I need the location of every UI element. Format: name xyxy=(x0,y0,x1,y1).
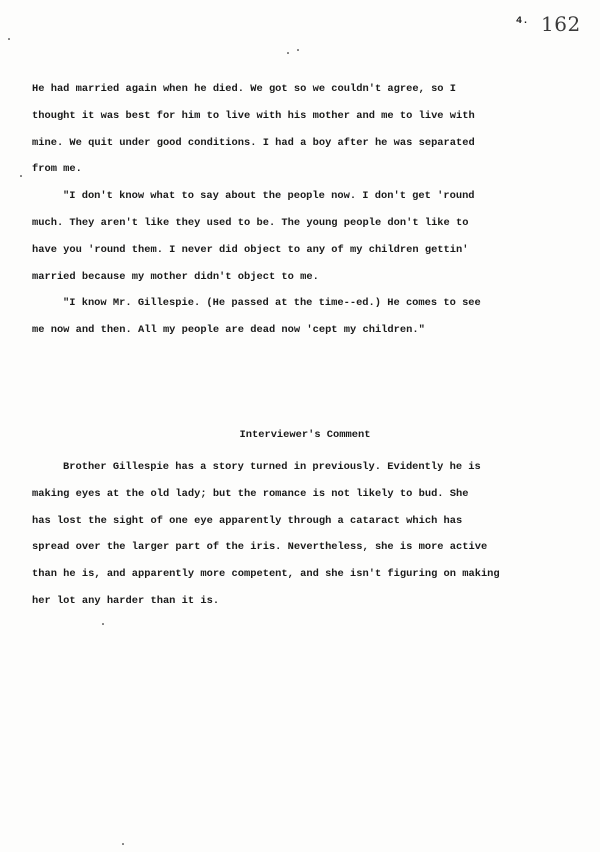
comment-line: has lost the sight of one eye apparently through a cataract which has xyxy=(32,514,463,527)
comment-line: Brother Gillespie has a story turned in previously. Evidently he is xyxy=(63,461,481,473)
comment-line: spread over the larger part of the iris. Nevertheless, she is more active xyxy=(32,541,488,554)
paper-speck xyxy=(20,175,22,177)
narrative-text xyxy=(32,76,552,344)
comment-line: her lot any harder than it is. xyxy=(32,594,220,607)
text-line: mine. We quit under good conditions. I had a boy after he was separated xyxy=(32,136,475,149)
paper-speck xyxy=(287,52,289,54)
paper-speck xyxy=(102,623,104,625)
comment-line: making eyes at the old lady; but the romance is not likely to bud. She xyxy=(32,487,469,500)
text-line: married because my mother didn't object to me. xyxy=(32,270,319,283)
interviewer-comment-text xyxy=(32,454,552,615)
stamped-page-number: 162 xyxy=(541,12,581,36)
text-line: much. They aren't like they used to be. The young people don't like to xyxy=(32,216,469,229)
text-line: from me. xyxy=(32,163,82,176)
paper-speck xyxy=(8,38,10,40)
text-line: "I know Mr. Gillespie. (He passed at the time--ed.) He comes to see xyxy=(63,297,481,310)
text-line: thought it was best for him to live with his mother and me to live with xyxy=(32,109,475,122)
page-number: 4. xyxy=(516,16,530,27)
text-line: "I don't know what to say about the people now. I don't get 'round xyxy=(63,190,475,203)
interviewer-comment-heading: Interviewer's Comment xyxy=(239,429,371,441)
paper-speck xyxy=(122,843,124,845)
text-line: have you 'round them. I never did object to any of my children gettin' xyxy=(32,243,469,256)
paper-speck xyxy=(297,49,299,51)
comment-line: than he is, and apparently more competent, and she isn't figuring on making xyxy=(32,568,500,581)
text-line: me now and then. All my people are dead now 'cept my children." xyxy=(32,324,425,337)
text-line: He had married again when he died. We got so we couldn't agree, so I xyxy=(32,83,457,95)
